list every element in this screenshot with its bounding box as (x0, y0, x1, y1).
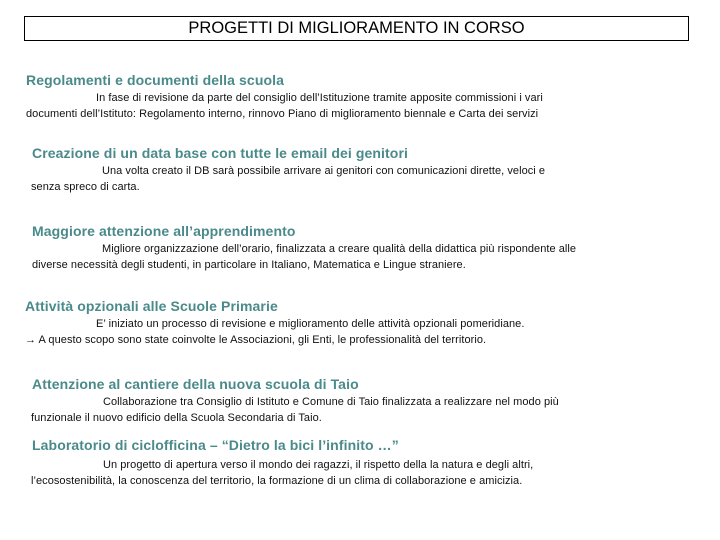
section-heading: Maggiore attenzione all’apprendimento (32, 223, 296, 239)
section-heading: Attenzione al cantiere della nuova scuola di Taio (32, 376, 359, 392)
section-text-line1: E’ iniziato un processo di revisione e miglioramento delle attività opzionali pomeridiane. (96, 318, 525, 330)
section-cantiere (32, 376, 559, 426)
section-text-line2: l’ecosostenibilità, la conoscenza del territorio, la formazione di un clima di collaborazione e amicizia. (31, 475, 523, 487)
section-heading: Attività opzionali alle Scuole Primarie (25, 298, 278, 314)
section-heading: Laboratorio di ciclofficina – “Dietro la bici l’infinito …” (32, 437, 399, 453)
section-text-line2: diverse necessità degli studenti, in particolare in Italiano, Matematica e Lingue straniere. (32, 259, 466, 271)
page-title: PROGETTI DI MIGLIORAMENTO IN CORSO (24, 16, 689, 41)
section-text-line1: Migliore organizzazione dell’orario, finalizzata a creare qualità della didattica più rispondente alle (102, 243, 577, 255)
section-text-line2: funzionale il nuovo edificio della Scuola Secondaria di Taio. (31, 412, 322, 424)
section-text-line2: documenti dell’Istituto: Regolamento interno, rinnovo Piano di miglioramento biennale e Carta dei servizi (26, 108, 539, 120)
section-heading: Regolamenti e documenti della scuola (26, 72, 284, 88)
section-text-line1: Una volta creato il DB sarà possibile arrivare ai genitori con comunicazioni dirette, veloci e (102, 165, 546, 177)
section-text-line2: senza spreco di carta. (31, 181, 140, 193)
section-text-line1: In fase di revisione da parte del consiglio dell’Istituzione tramite apposite commissioni i vari (96, 92, 543, 104)
section-heading: Creazione di un data base con tutte le email dei genitori (32, 145, 408, 161)
section-apprendimento (32, 223, 576, 273)
section-text-line1: Collaborazione tra Consiglio di Istituto e Comune di Taio finalizzata a realizzare nel modo più (103, 396, 559, 408)
section-database (32, 145, 545, 195)
section-ciclofficina (32, 437, 533, 489)
section-text-line2: → A questo scopo sono state coinvolte le Associazioni, gli Enti, le professionalità del territorio. (25, 334, 487, 346)
section-regolamenti (26, 72, 543, 122)
section-opzionali (25, 298, 524, 348)
section-text-line1: Un progetto di apertura verso il mondo dei ragazzi, il rispetto della la natura e degli altri, (103, 459, 534, 471)
